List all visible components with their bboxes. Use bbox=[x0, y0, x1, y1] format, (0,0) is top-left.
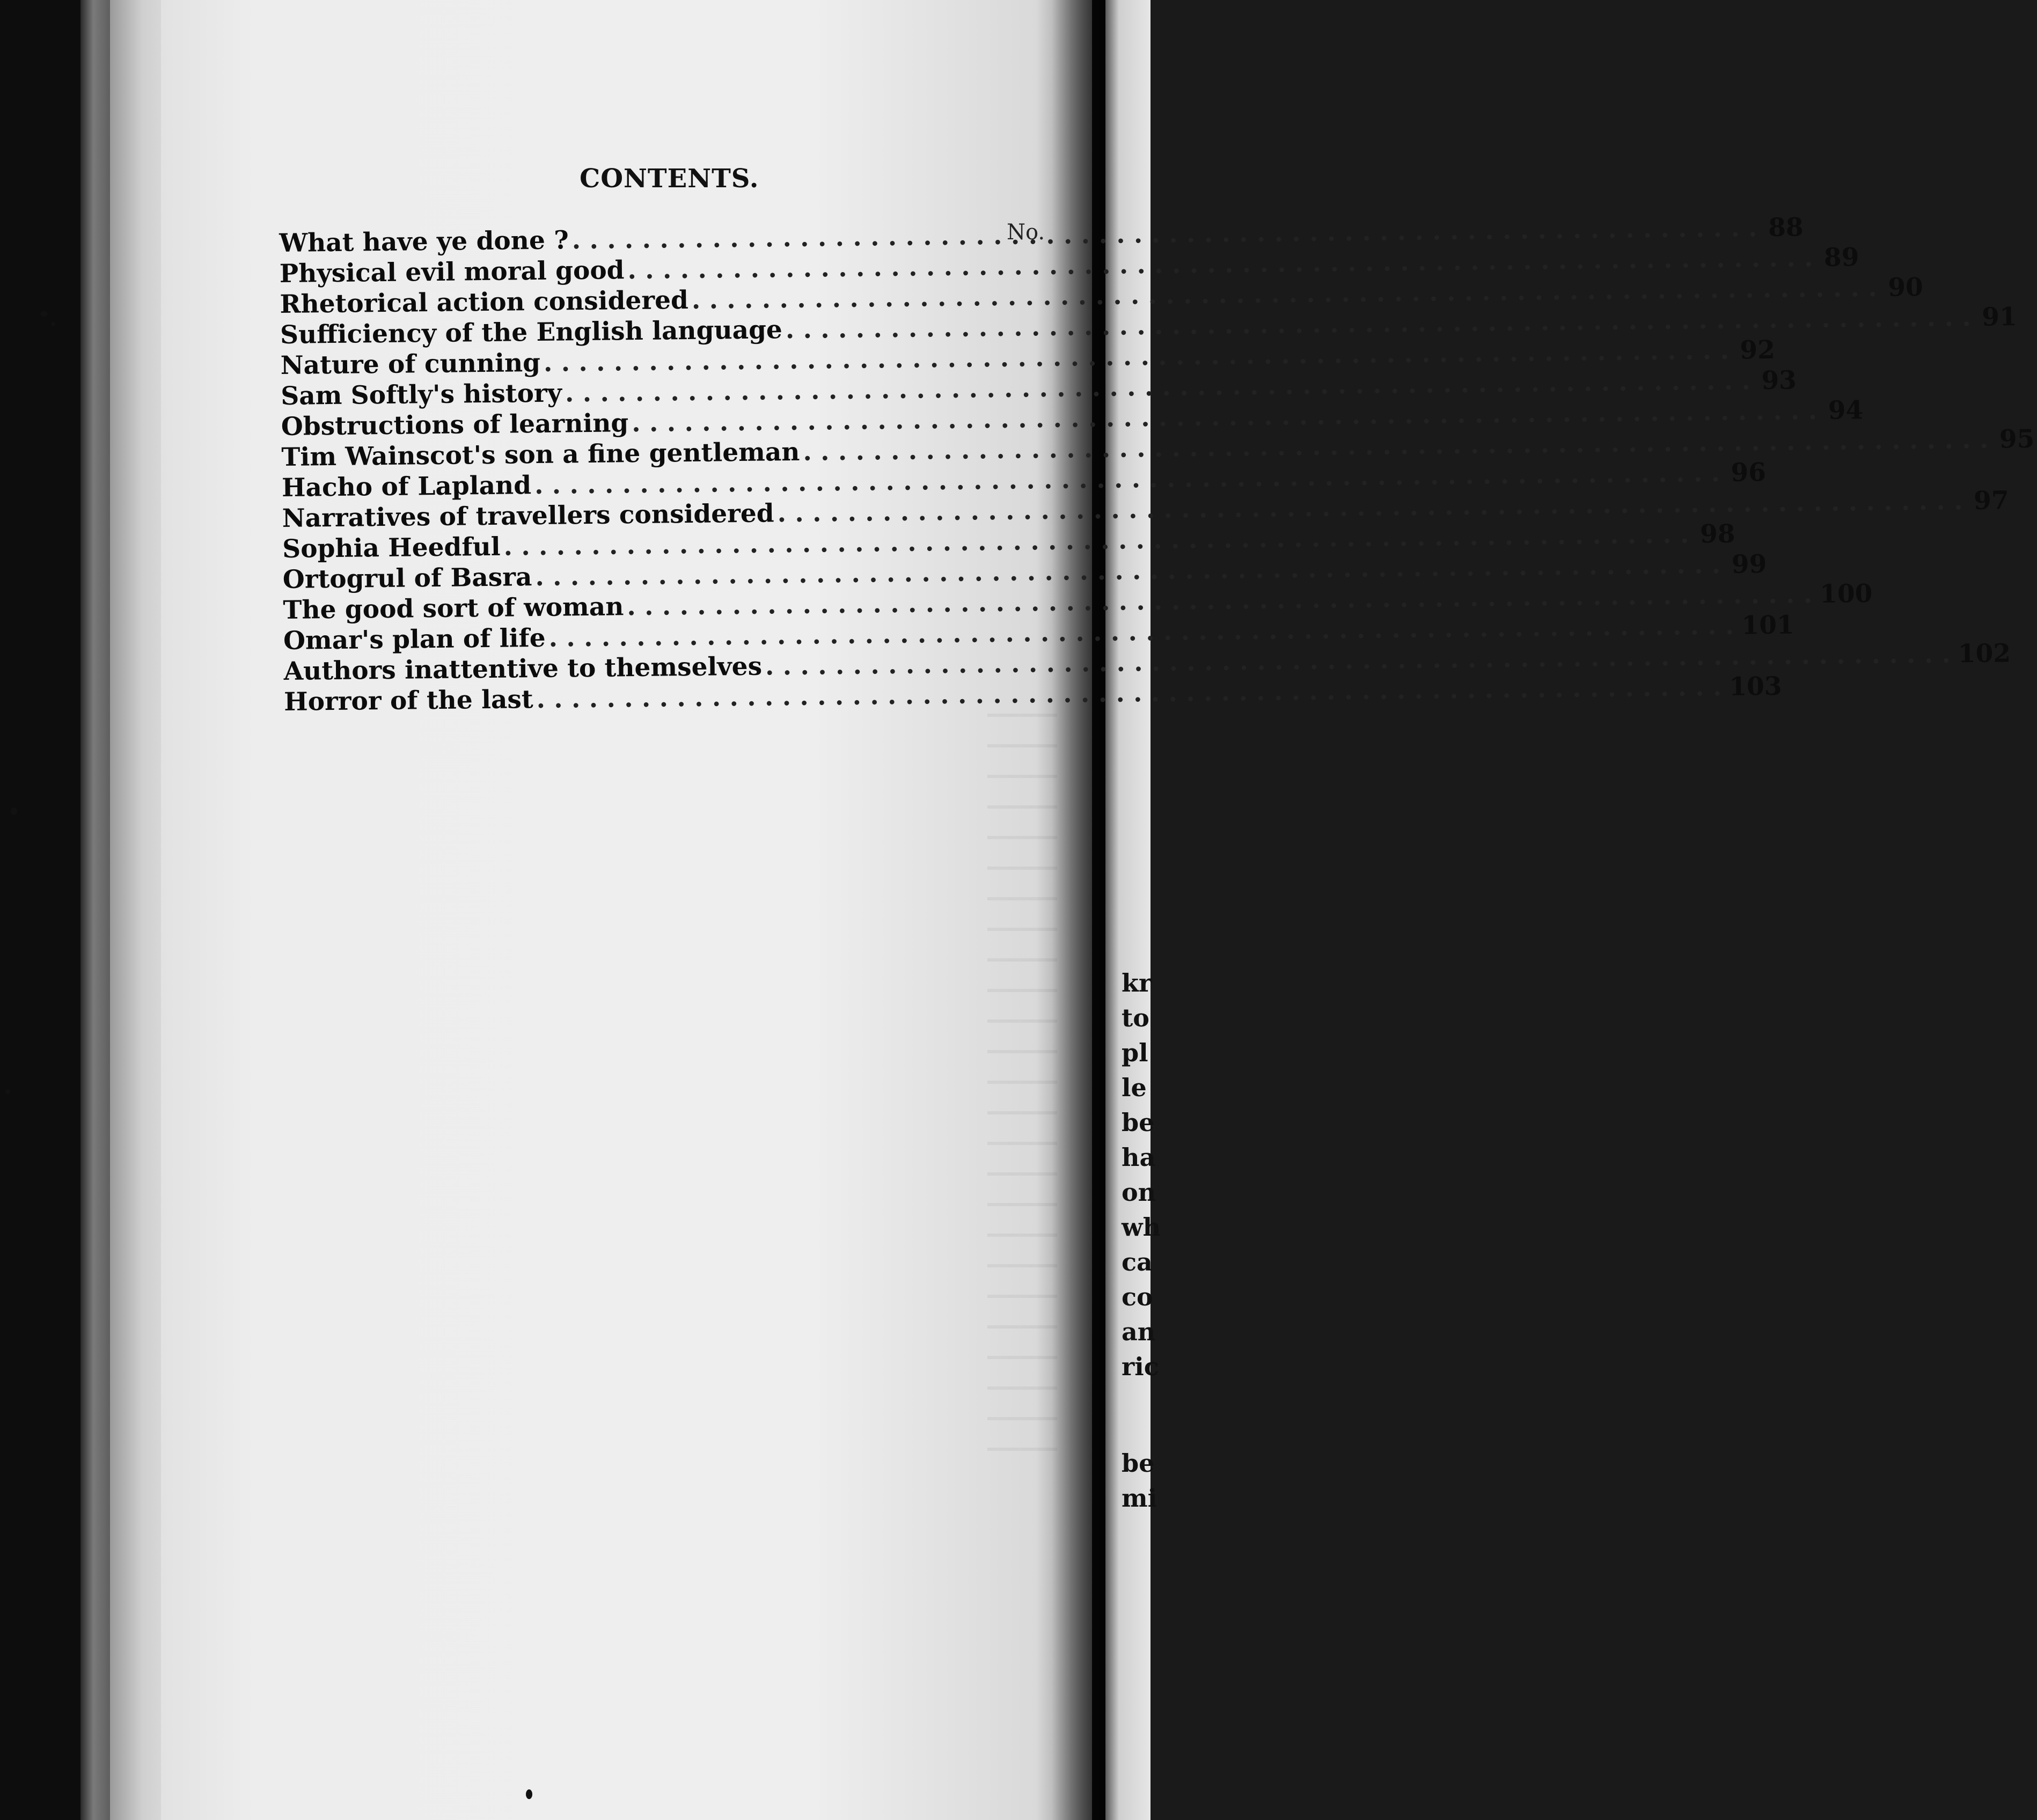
facing-page-fragment: be bbox=[1122, 1449, 1155, 1478]
toc-entry-number: 97 bbox=[1973, 486, 2009, 516]
facing-page-fragment: on bbox=[1122, 1178, 1156, 1207]
toc-entry-title: Hacho of Lapland bbox=[281, 471, 532, 503]
facing-page-fragment: ric bbox=[1122, 1352, 1159, 1381]
facing-page-fragment: kr bbox=[1122, 968, 1152, 997]
toc-entry-title: Sophia Heedful bbox=[282, 532, 501, 564]
facing-page-fragment: pl bbox=[1122, 1038, 1148, 1067]
facing-page-fragment: an bbox=[1122, 1317, 1156, 1346]
toc-entry-number: 98 bbox=[1699, 519, 1735, 549]
toc-entry-number: 96 bbox=[1731, 458, 1767, 488]
toc-entry-number: 92 bbox=[1740, 335, 1776, 365]
toc-entry-number: 90 bbox=[1887, 272, 1923, 303]
page-stack-edge bbox=[80, 0, 113, 1820]
toc-entry-title: Sufficiency of the English language bbox=[280, 315, 783, 350]
toc-entry-number: 99 bbox=[1731, 549, 1767, 579]
number-column-label: No. bbox=[1007, 220, 1045, 245]
facing-page-fragment: to bbox=[1122, 1003, 1149, 1032]
toc-entry-title: Ortogrul of Basra bbox=[282, 562, 532, 595]
toc-entry-title: Physical evil moral good bbox=[279, 255, 625, 289]
toc-entry-number: 93 bbox=[1761, 365, 1797, 396]
toc-entry-title: Authors inattentive to themselves bbox=[283, 651, 763, 686]
page-stack-edge-inner bbox=[110, 0, 164, 1820]
facing-page-fragment: co bbox=[1122, 1282, 1153, 1311]
toc-entry-number: 103 bbox=[1729, 671, 1782, 702]
toc-entry-title: The good sort of woman bbox=[283, 592, 624, 625]
page-title: CONTENTS. bbox=[580, 164, 759, 194]
table-of-contents bbox=[279, 212, 2035, 717]
toc-entry-title: What have ye done ? bbox=[279, 225, 569, 258]
toc-entry-number: 102 bbox=[1958, 639, 2011, 669]
toc-entry-title: Horror of the last bbox=[283, 685, 533, 717]
toc-entry-number: 91 bbox=[1981, 302, 2017, 332]
toc-entry-title: Sam Softly's history bbox=[280, 378, 562, 411]
facing-page-fragment: ca bbox=[1122, 1247, 1153, 1276]
facing-page-fragment: wh bbox=[1122, 1213, 1161, 1242]
toc-entry-number: 94 bbox=[1828, 395, 1864, 425]
toc-entry-title: Omar's plan of life bbox=[283, 623, 546, 656]
toc-entry-number: 95 bbox=[1999, 424, 2035, 454]
toc-entry-title: Obstructions of learning bbox=[281, 408, 629, 442]
toc-entry-number: 100 bbox=[1819, 578, 1873, 609]
facing-page-fragment: mi bbox=[1122, 1484, 1157, 1513]
toc-entry-title: Narratives of travellers considered bbox=[282, 498, 774, 533]
toc-entry-number: 88 bbox=[1768, 212, 1804, 243]
facing-page-fragment: be bbox=[1122, 1108, 1155, 1137]
facing-page-fragment: ha bbox=[1122, 1143, 1156, 1172]
toc-entry-number: 89 bbox=[1823, 243, 1859, 273]
toc-entry-number: 101 bbox=[1741, 610, 1794, 641]
bleed-through-text bbox=[987, 714, 1057, 1465]
toc-entry-title: Rhetorical action considered bbox=[280, 285, 689, 319]
toc-entry-title: Nature of cunning bbox=[280, 348, 541, 380]
facing-page-fragment: le bbox=[1122, 1073, 1147, 1102]
toc-entry-title: Tim Wainscot's son a fine gentleman bbox=[281, 437, 800, 472]
